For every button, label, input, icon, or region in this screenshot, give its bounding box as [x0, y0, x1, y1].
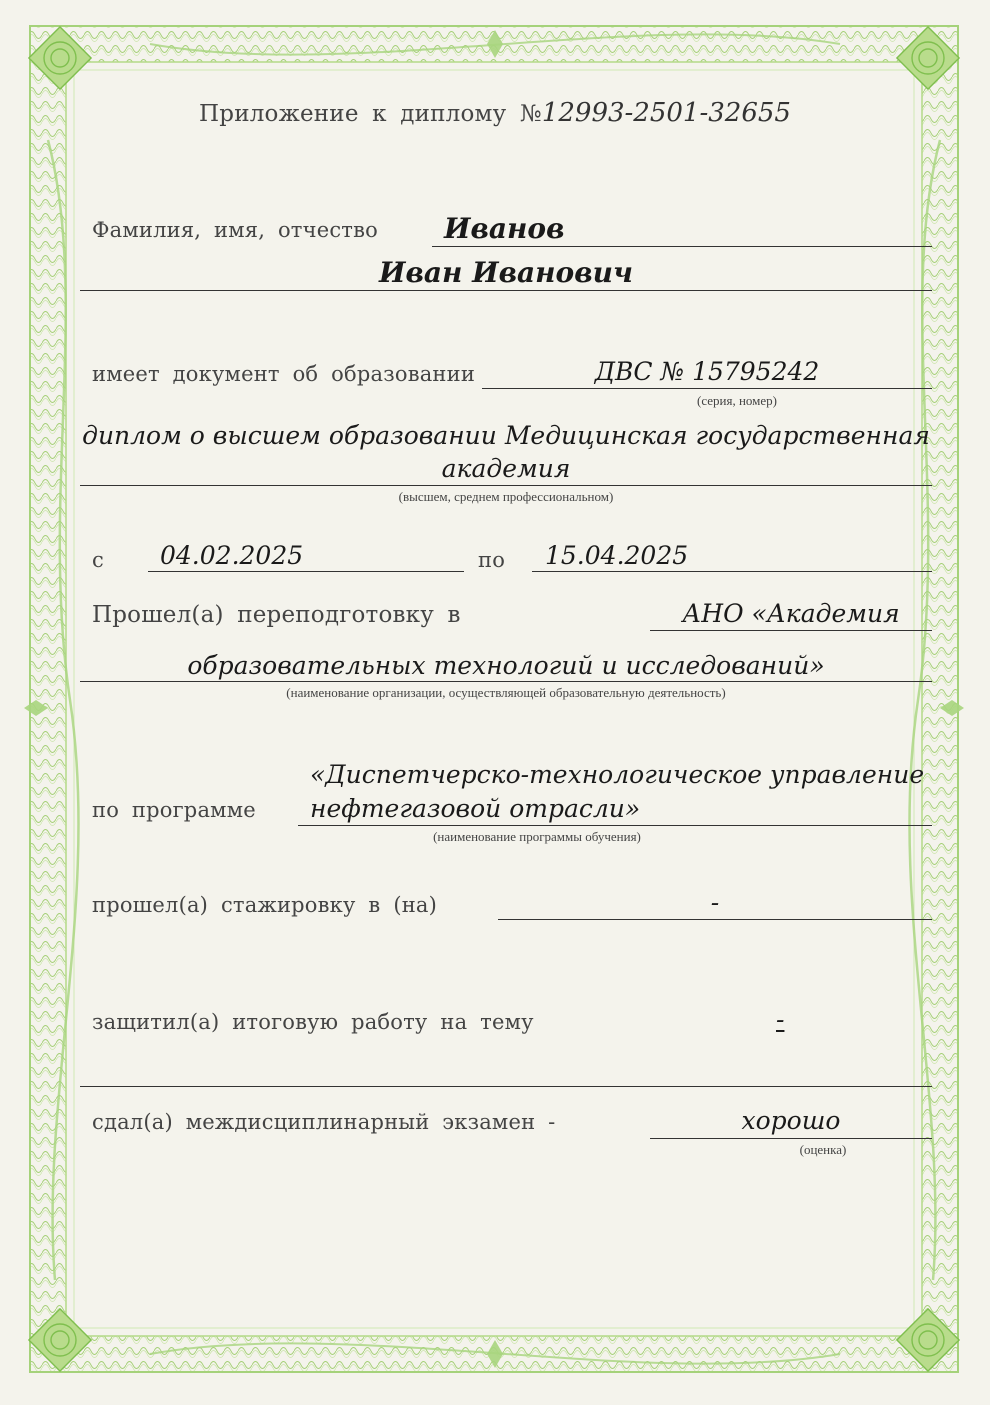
fio-name-line — [80, 290, 932, 291]
program-caption: (наименование программы обучения) — [433, 829, 641, 844]
internship-line — [498, 919, 932, 920]
education-doc-caption: (серия, номер) — [697, 393, 777, 408]
fio-surname-line — [432, 246, 932, 247]
exam-line — [650, 1138, 932, 1139]
education-description-caption: (высшем, среднем профессиональном) — [398, 489, 614, 504]
retraining-org-line2-rule — [80, 681, 932, 682]
education-description-line2: академия — [441, 454, 571, 483]
period-to-label: по — [478, 548, 506, 572]
retraining-caption: (наименование организации, осуществляющей образовательную деятельность) — [286, 685, 726, 700]
program-line — [298, 825, 932, 826]
internship-label: прошел(а) стажировку в (на) — [92, 893, 438, 917]
exam-grade: хорошо — [741, 1106, 841, 1135]
period-to-date: 15.04.2025 — [545, 541, 689, 570]
document-title — [0, 98, 990, 128]
education-doc-label: имеет документ об образовании — [92, 362, 476, 386]
period-from-line — [148, 571, 464, 572]
exam-label: сдал(а) междисциплинарный экзамен - — [92, 1110, 556, 1134]
retraining-org-line1: АНО «Академия — [682, 599, 900, 628]
thesis-line — [80, 1086, 932, 1087]
retraining-org-line2: образовательных технологий и исследований» — [187, 651, 825, 680]
period-from-date: 04.02.2025 — [160, 541, 304, 570]
education-description-line1: диплом о высшем образовании Медицинская государственная — [82, 421, 930, 450]
program-name-line2: нефтегазовой отрасли» — [310, 794, 641, 823]
education-doc-number: ДВС № 15795242 — [594, 357, 820, 386]
title-prefix: Приложение к диплому № — [199, 101, 542, 127]
retraining-org-line1-rule — [650, 630, 932, 631]
education-doc-line — [482, 388, 932, 389]
fio-name-patronymic: Иван Иванович — [379, 256, 633, 289]
education-description-line — [80, 485, 932, 486]
period-from-label: с — [92, 548, 104, 572]
program-name-line1: «Диспетчерско-технологическое управление — [310, 760, 925, 789]
retraining-label: Прошел(а) переподготовку в — [92, 602, 461, 628]
program-label: по программе — [92, 798, 256, 822]
thesis-value: - — [776, 1005, 785, 1034]
thesis-label: защитил(а) итоговую работу на тему — [92, 1010, 534, 1034]
fio-label: Фамилия, имя, отчество — [92, 218, 378, 242]
diploma-number: 12993-2501-32655 — [541, 98, 791, 128]
fio-surname: Иванов — [444, 212, 565, 245]
period-to-line — [532, 571, 932, 572]
internship-value: - — [710, 888, 720, 917]
exam-caption: (оценка) — [799, 1142, 847, 1157]
